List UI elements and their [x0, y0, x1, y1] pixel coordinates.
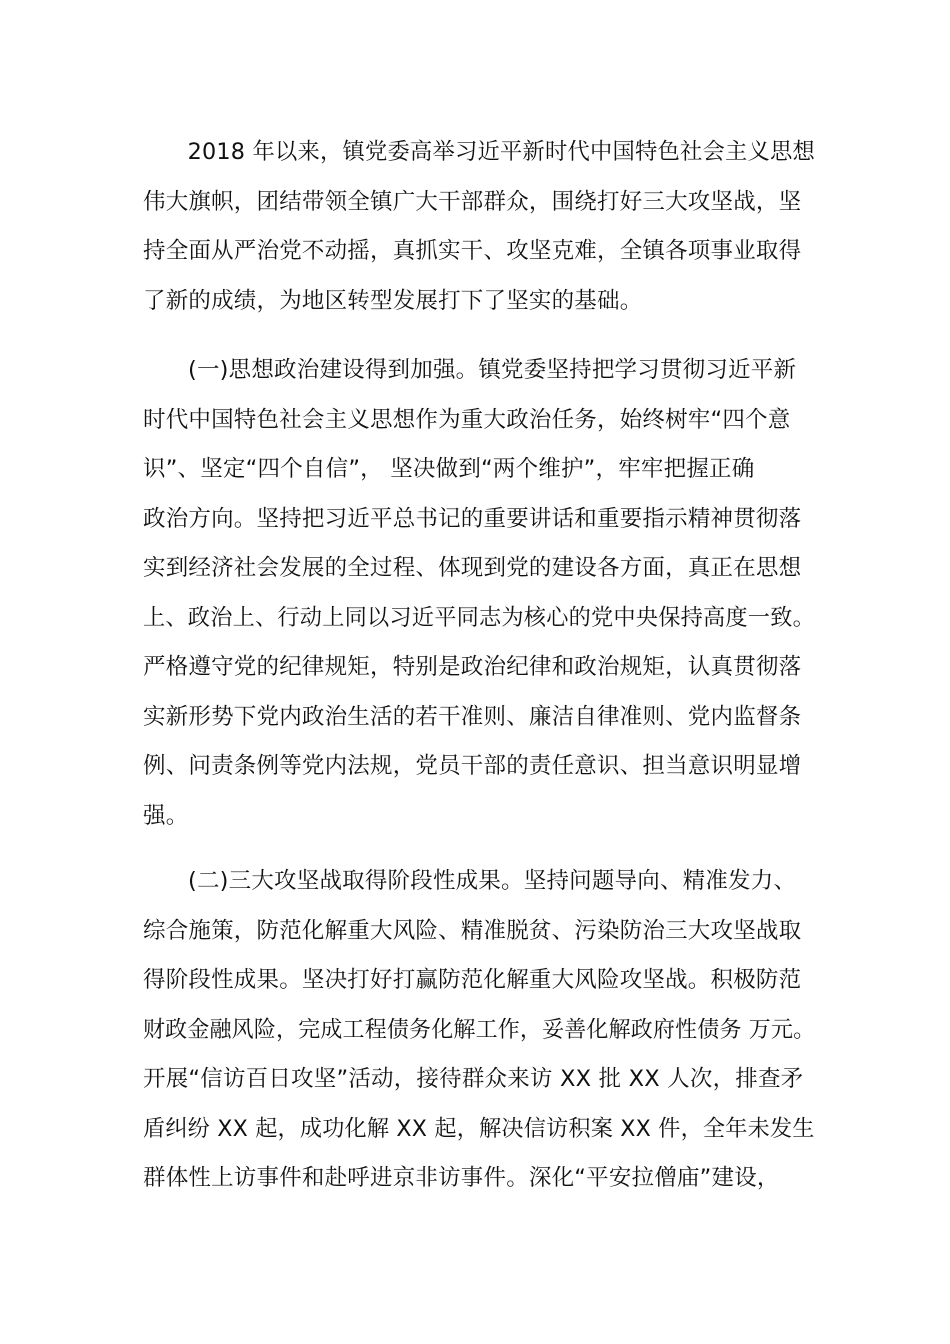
text-line: 识”、坚定“四个自信”， 坚决做到“两个维护”，牢牢把握正确 — [143, 456, 755, 482]
text-line: 实新形势下党内政治生活的若干准则、廉洁自律准则、党内监督条 — [143, 703, 802, 730]
text-line: 得阶段性成果。坚决打好打赢防范化解重大风险攻坚战。积极防范 — [143, 967, 802, 993]
text-line: 实到经济社会发展的全过程、体现到党的建设各方面，真正在思想 — [143, 555, 802, 581]
text-line: 综合施策，防范化解重大风险、精准脱贫、污染防治三大攻坚战取 — [143, 917, 802, 944]
text-line: 财政金融风险，完成工程债务化解工作，妥善化解政府性债务 万元。 — [143, 1016, 816, 1043]
text-line: (一)思想政治建设得到加强。镇党委坚持把学习贯彻习近平新 — [188, 357, 797, 383]
text-line: 了新的成绩，为地区转型发展打下了坚实的基础。 — [143, 287, 643, 314]
text-line: 上、政治上、行动上同以习近平同志为核心的党中央保持高度一致。 — [143, 604, 816, 631]
text-line: 伟大旗帜，团结带领全镇广大干部群众，围绕打好三大攻坚战，坚 — [143, 188, 802, 215]
paragraph-intro — [143, 128, 815, 326]
text-line: 持全面从严治党不动摇，真抓实干、攻坚克难，全镇各项事业取得 — [143, 238, 802, 264]
text-line: 政治方向。坚持把习近平总书记的重要讲话和重要指示精神贯彻落 — [143, 505, 802, 532]
text-line: 盾纠纷 XX 起，成功化解 XX 起，解决信访积案 XX 件，全年未发生 — [143, 1115, 815, 1142]
text-line: 开展“信访百日攻坚”活动，接待群众来访 XX 批 XX 人次，排查矛 — [143, 1066, 804, 1092]
text-line: 时代中国特色社会主义思想作为重大政治任务，始终树牢“四个意 — [143, 406, 791, 433]
text-line: (二)三大攻坚战取得阶段性成果。坚持问题导向、精准发力、 — [188, 868, 797, 894]
paragraph-political-building — [143, 346, 815, 841]
text-line: 群体性上访事件和赴呼进京非访事件。深化“平安拉僧庙”建设， — [143, 1165, 780, 1191]
text-line: 强。 — [143, 802, 189, 829]
paragraph-three-battles — [143, 857, 815, 1204]
text-line: 严格遵守党的纪律规矩，特别是政治纪律和政治规矩，认真贯彻落 — [143, 654, 802, 680]
text-line: 2018 年以来，镇党委高举习近平新时代中国特色社会主义思想 — [187, 139, 815, 165]
text-line: 例、问责条例等党内法规，党员干部的责任意识、担当意识明显增 — [143, 753, 802, 779]
